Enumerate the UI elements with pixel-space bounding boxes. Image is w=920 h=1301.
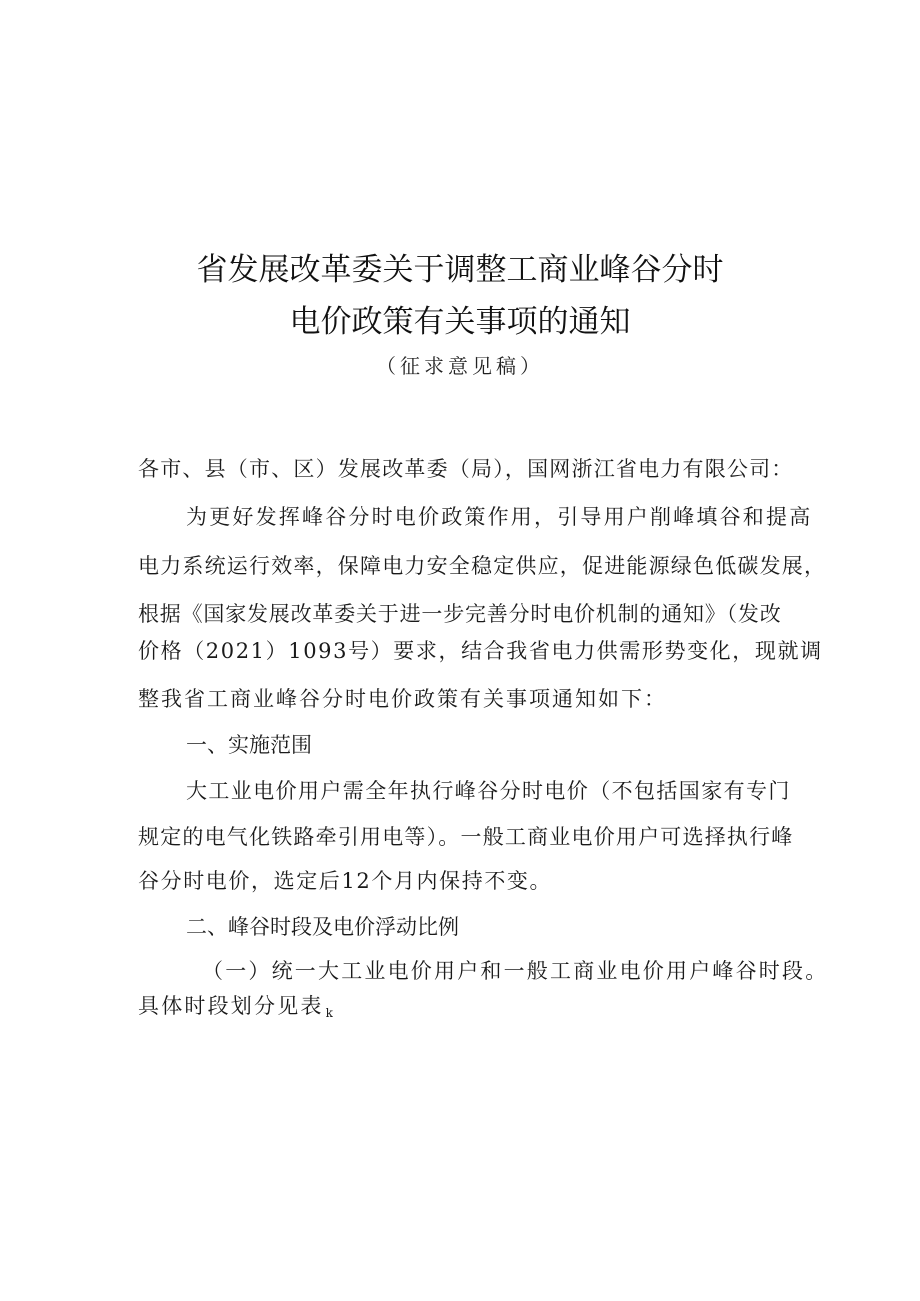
intro-paragraph-line: 为更好发挥峰谷分时电价政策作用，引导用户削峰填谷和提高 (186, 505, 813, 529)
section-2-tail-mark: k (325, 1006, 336, 1020)
document-title-line-1: 省发展改革委关于调整工商业峰谷分时 (196, 252, 724, 288)
section-2-heading: 二、峰谷时段及电价浮动比例 (186, 915, 459, 939)
section-1-line: 谷分时电价，选定后12个月内保持不变。 (138, 869, 553, 893)
addressee-line: 各市、县（市、区）发展改革委（局），国网浙江省电力有限公司： (138, 457, 794, 481)
section-2-line (138, 991, 828, 1028)
intro-paragraph-line: 根据《国家发展改革委关于进一步完善分时电价机制的通知》（发改 (138, 602, 782, 626)
section-1-heading: 一、实施范围 (186, 733, 312, 757)
section-1-line: 规定的电气化铁路牵引用电等）。一般工商业电价用户可选择执行峰 (138, 825, 794, 849)
intro-paragraph-line: 整我省工商业峰谷分时电价政策有关事项通知如下： (138, 687, 667, 711)
document-subtitle: （征求意见稿） (376, 354, 544, 378)
intro-paragraph-line: 价格（2021）1093号）要求，结合我省电力供需形势变化，现就调 (138, 639, 823, 663)
intro-paragraph-line: 电力系统运行效率，保障电力安全稳定供应，促进能源绿色低碳发展， (138, 554, 827, 578)
section-2-line: （一）统一大工业电价用户和一般工商业电价用户峰谷时段。 (202, 959, 829, 983)
section-2-line-text: 具体时段划分见表 (138, 994, 324, 1018)
section-1-line: 大工业电价用户需全年执行峰谷分时电价（不包括国家有专门 (186, 779, 791, 803)
document-title-line-2: 电价政策有关事项的通知 (289, 304, 631, 340)
